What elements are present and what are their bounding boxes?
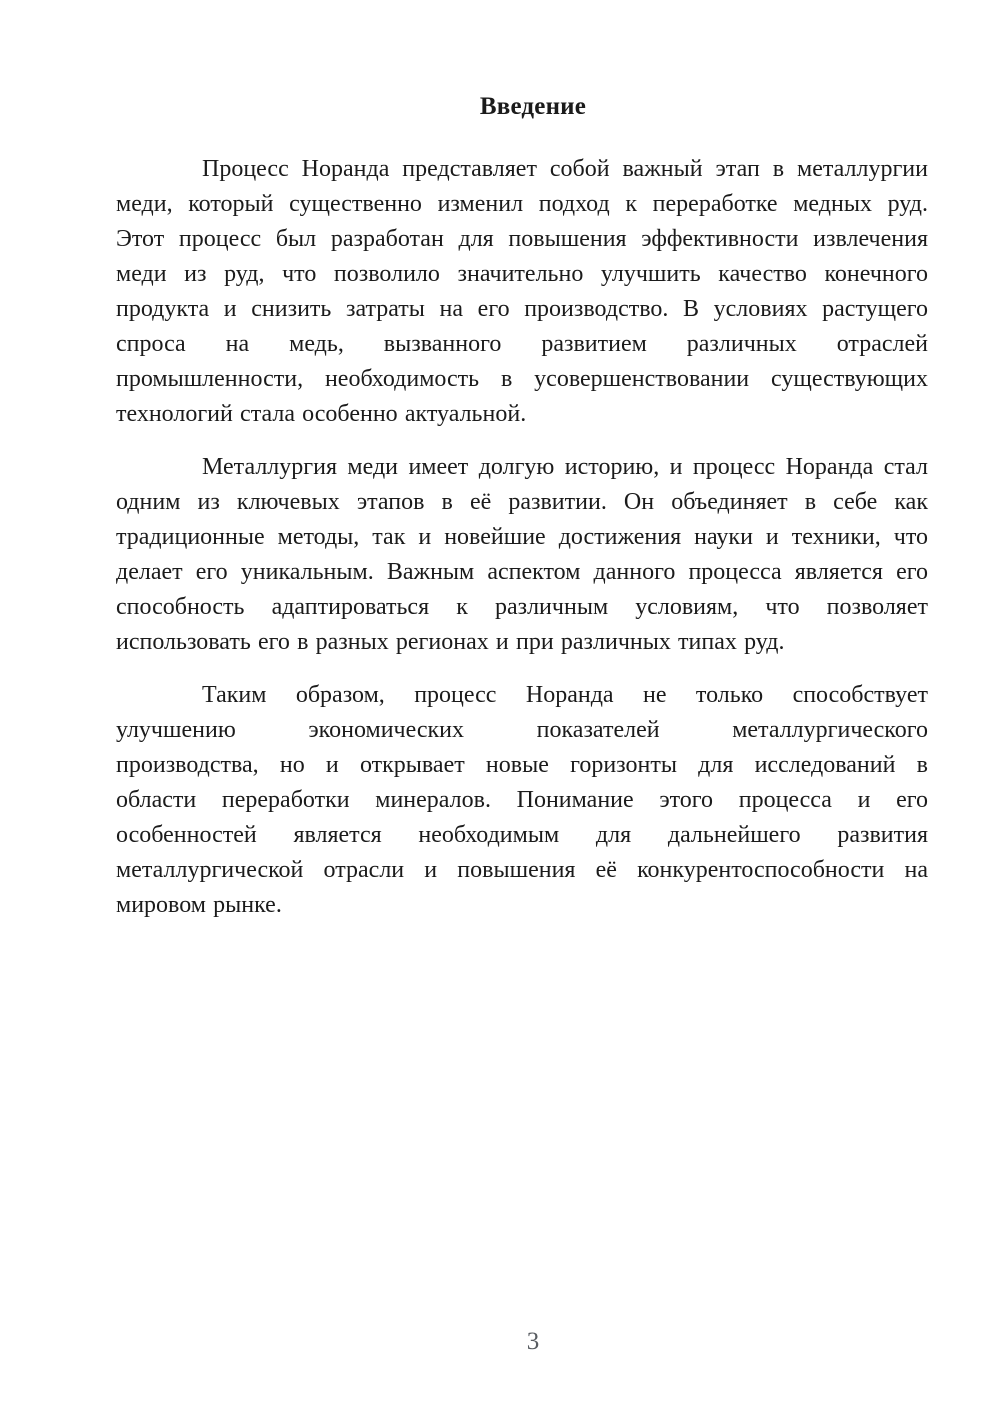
page-title: Введение [479, 93, 587, 120]
paragraphs [116, 152, 928, 923]
text-line: спроса на медь, вызванного развитием различных отраслей [116, 331, 928, 357]
text-line: металлургической отрасли и повышения её конкурентоспособности на [116, 857, 928, 883]
text-line: мировом рынке. [116, 892, 282, 918]
text-line: особенностей является необходимым для дальнейшего развития [116, 822, 928, 848]
text-line: одним из ключевых этапов в её развитии. Он объединяет в себе как [116, 489, 928, 515]
paragraph [116, 450, 928, 660]
text-line: промышленности, необходимость в усовершенствовании существующих [116, 366, 928, 392]
text-line: Металлургия меди имеет долгую историю, и процесс Норанда стал [202, 454, 928, 480]
text-line: традиционные методы, так и новейшие достижения науки и техники, что [116, 524, 928, 550]
text-line: области переработки минералов. Понимание этого процесса и его [116, 787, 928, 813]
text-line: технологий стала особенно актуальной. [116, 401, 527, 427]
text-line: производства, но и открывает новые горизонты для исследований в [116, 752, 928, 778]
text-line: Этот процесс был разработан для повышения эффективности извлечения [116, 226, 928, 252]
text-line: улучшению экономических показателей металлургического [116, 717, 928, 743]
text-line: Таким образом, процесс Норанда не только способствует [202, 682, 928, 708]
paragraph [116, 678, 928, 923]
page-number: 3 [526, 1328, 540, 1355]
text-line: делает его уникальным. Важным аспектом данного процесса является его [116, 559, 928, 585]
text-line: меди, который существенно изменил подход к переработке медных руд. [116, 191, 928, 217]
text-line: использовать его в разных регионах и при различных типах руд. [116, 629, 785, 655]
text-line: продукта и снизить затраты на его производство. В условиях растущего [116, 296, 928, 322]
paragraph [116, 152, 928, 432]
text-line: меди из руд, что позволило значительно улучшить качество конечного [116, 261, 928, 287]
text-line: способность адаптироваться к различным условиям, что позволяет [116, 594, 928, 620]
page-number-footer [116, 1324, 928, 1359]
text-line: Процесс Норанда представляет собой важный этап в металлургии [202, 156, 928, 182]
